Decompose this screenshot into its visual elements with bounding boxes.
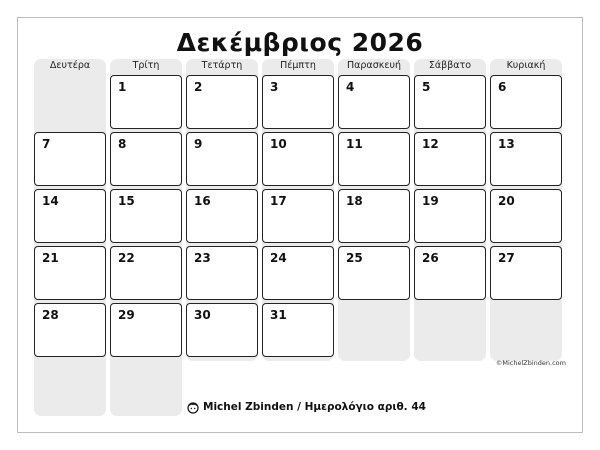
day-cell[interactable]	[186, 75, 258, 129]
weekday-header: Κυριακή	[506, 60, 546, 71]
weekday-header: Δευτέρα	[49, 60, 91, 71]
day-number: 27	[498, 251, 515, 265]
day-number: 24	[270, 251, 287, 265]
day-cell[interactable]	[110, 246, 182, 300]
day-cell[interactable]	[262, 246, 334, 300]
day-cell[interactable]	[34, 132, 106, 186]
page-title: Δεκέμβριος 2026	[176, 28, 424, 57]
day-cell[interactable]	[338, 246, 410, 300]
day-number: 14	[42, 194, 59, 208]
day-number: 2	[194, 80, 203, 94]
day-cell[interactable]	[414, 189, 486, 243]
day-cell[interactable]	[414, 132, 486, 186]
day-number: 1	[118, 80, 127, 94]
day-cell[interactable]	[186, 246, 258, 300]
day-number: 22	[118, 251, 135, 265]
day-cell[interactable]	[490, 246, 562, 300]
day-cell[interactable]	[110, 132, 182, 186]
weekday-header: Παρασκευή	[347, 60, 401, 71]
footer-credit	[186, 400, 426, 414]
day-cell[interactable]	[338, 132, 410, 186]
day-number: 28	[42, 308, 59, 322]
day-cell[interactable]	[110, 303, 182, 357]
day-number: 19	[422, 194, 439, 208]
watermark: ©MichelZbinden.com	[495, 359, 566, 367]
day-cell[interactable]	[110, 189, 182, 243]
day-cell[interactable]	[490, 75, 562, 129]
day-cell[interactable]	[414, 246, 486, 300]
day-number: 23	[194, 251, 211, 265]
day-number: 25	[346, 251, 363, 265]
day-cell[interactable]	[338, 189, 410, 243]
day-number: 29	[118, 308, 135, 322]
day-cell[interactable]	[262, 75, 334, 129]
day-number: 26	[422, 251, 439, 265]
day-number: 31	[270, 308, 287, 322]
day-number: 21	[42, 251, 59, 265]
day-cell[interactable]	[262, 189, 334, 243]
day-cell[interactable]	[34, 303, 106, 357]
day-cell[interactable]	[186, 189, 258, 243]
day-number: 13	[498, 137, 515, 151]
day-cell[interactable]	[490, 189, 562, 243]
day-cell[interactable]	[414, 75, 486, 129]
day-cell[interactable]	[262, 132, 334, 186]
day-number: 20	[498, 194, 515, 208]
day-number: 7	[42, 137, 51, 151]
day-cell[interactable]	[186, 132, 258, 186]
day-cell[interactable]	[338, 75, 410, 129]
day-number: 30	[194, 308, 211, 322]
day-number: 4	[346, 80, 355, 94]
day-cell[interactable]	[262, 303, 334, 357]
footer-text: Michel Zbinden / Ημερολόγιο αριθ. 44	[203, 401, 426, 413]
day-number: 5	[422, 80, 431, 94]
day-cell[interactable]	[34, 246, 106, 300]
day-number: 17	[270, 194, 287, 208]
day-number: 16	[194, 194, 211, 208]
day-number: 15	[118, 194, 135, 208]
day-number: 12	[422, 137, 439, 151]
day-number: 11	[346, 137, 363, 151]
day-cell[interactable]	[490, 132, 562, 186]
day-cell[interactable]	[34, 189, 106, 243]
day-number: 6	[498, 80, 507, 94]
face-logo-icon	[186, 400, 200, 414]
day-number: 8	[118, 137, 127, 151]
weekday-header: Τετάρτη	[201, 60, 243, 71]
weekday-header: Πέμπτη	[280, 60, 316, 71]
weekday-header: Τρίτη	[132, 60, 160, 71]
day-cell[interactable]	[186, 303, 258, 357]
day-cell[interactable]	[110, 75, 182, 129]
day-number: 9	[194, 137, 203, 151]
day-number: 10	[270, 137, 287, 151]
day-number: 3	[270, 80, 279, 94]
weekday-header: Σάββατο	[428, 60, 472, 71]
day-number: 18	[346, 194, 363, 208]
